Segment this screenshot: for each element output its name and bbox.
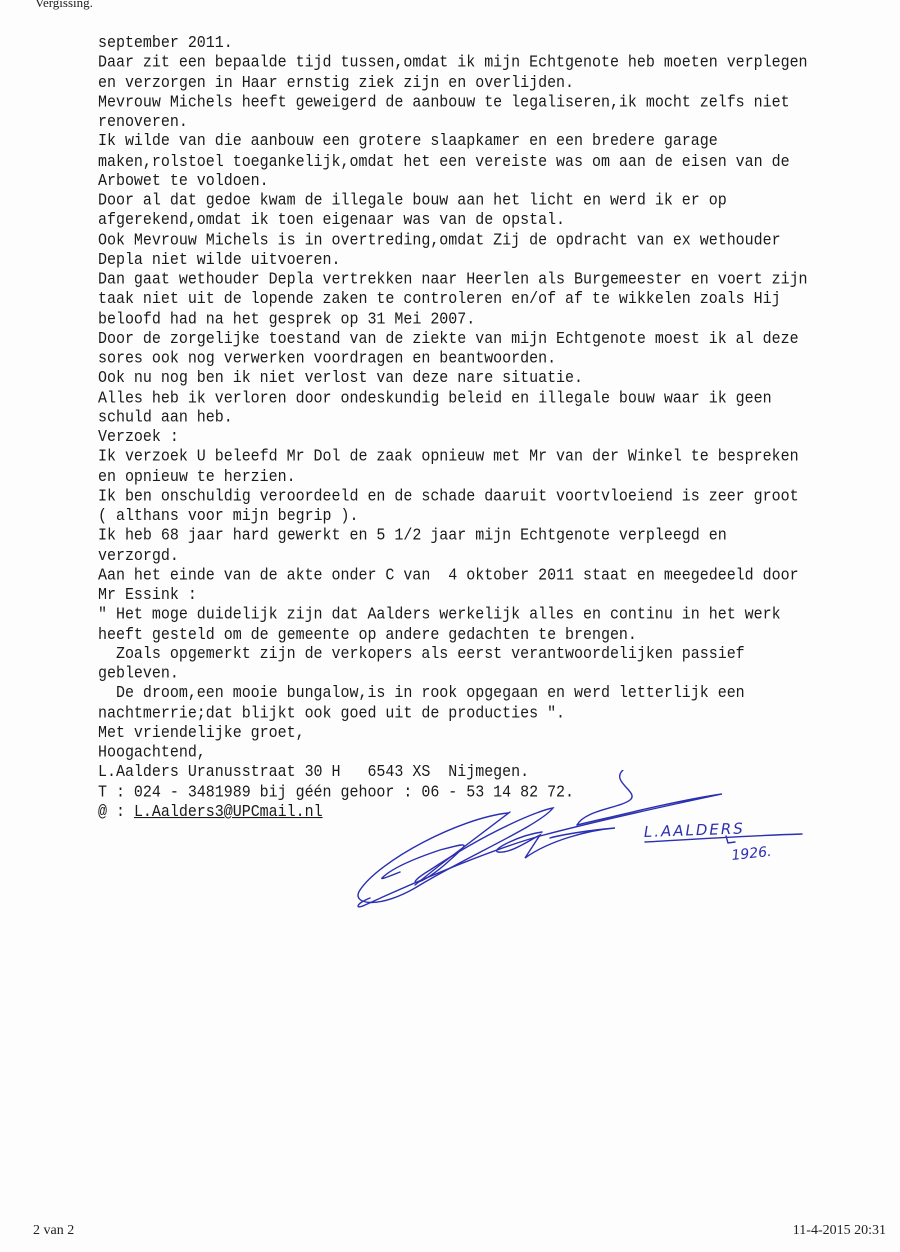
letter-lines [98, 34, 878, 803]
handwritten-signature [340, 770, 820, 940]
signature-year: 1926. [730, 843, 773, 864]
print-timestamp: 11-4-2015 20:31 [792, 1223, 886, 1238]
letter-line: Mevrouw Michels heeft geweigerd de aanbouw te legaliseren,ik mocht zelfs niet [98, 93, 790, 112]
letter-line: Aan het einde van de akte onder C van 4 oktober 2011 staat en meegedeeld door [98, 566, 799, 585]
letter-body [98, 34, 878, 822]
letter-line: Door al dat gedoe kwam de illegale bouw aan het licht en werd ik er op [98, 191, 727, 211]
letter-line: Ik heb 68 jaar hard gewerkt en 5 1/2 jaar mijn Echtgenote verpleegd en [98, 526, 727, 546]
letter-line: sores ook nog verwerken voordragen en beantwoorden. [98, 349, 557, 368]
email-link[interactable]: L.Aalders3@UPCmail.nl [133, 802, 323, 822]
letter-line: Hoogachtend, [98, 743, 206, 762]
letter-line: maken,rolstoel toegankelijk,omdat het een vereiste was om aan de eisen van de [98, 152, 790, 171]
letter-line: gebleven. [98, 664, 179, 684]
letter-line: Daar zit een bepaalde tijd tussen,omdat ik mijn Echtgenote heb moeten verplegen [98, 53, 808, 73]
letter-line: Ik verzoek U beleefd Mr Dol de zaak opnieuw met Mr van der Winkel te bespreken [98, 447, 799, 467]
letter-line: T : 024 - 3481989 bij géén gehoor : 06 - 53 14 82 72. [98, 782, 575, 802]
letter-line: Zoals opgemerkt zijn de verkopers als eerst verantwoordelijken passief [98, 645, 745, 664]
letter-line: schuld aan heb. [98, 408, 233, 427]
signature-name: L.AALDERS [643, 819, 746, 841]
letter-line: Dan gaat wethouder Depla vertrekken naar Heerlen als Burgemeester en voert zijn [98, 270, 808, 289]
letter-line: Arbowet te voldoen. [98, 171, 269, 191]
letter-line: september 2011. [98, 34, 233, 53]
letter-line: De droom,een mooie bungalow,is in rook opgegaan en werd letterlijk een [98, 684, 745, 703]
letter-line: Verzoek : [98, 428, 179, 447]
letter-line: nachtmerrie;dat blijkt ook goed uit de producties ". [98, 704, 566, 723]
letter-line: Ook nu nog ben ik niet verlost van deze nare situatie. [98, 369, 583, 388]
letter-line: ( althans voor mijn begrip ). [98, 507, 359, 526]
letter-line: en opnieuw te herzien. [98, 467, 296, 486]
letter-line: Ook Mevrouw Michels is in overtreding,omdat Zij de opdracht van ex wethouder [98, 231, 781, 250]
letter-line: " Het moge duidelijk zijn dat Aalders werkelijk alles en continu in het werk [98, 605, 781, 624]
letter-line: beloofd had na het gesprek op 31 Mei 2007. [98, 309, 476, 329]
letter-line: Ik wilde van die aanbouw een grotere slaapkamer en een bredere garage [98, 132, 718, 151]
letter-line: Met vriendelijke groet, [98, 723, 305, 743]
letter-line: Depla niet wilde uitvoeren. [98, 250, 341, 270]
letter-line: en verzorgen in Haar ernstig ziek zijn en overlijden. [98, 73, 575, 92]
letter-line: Mr Essink : [98, 585, 197, 605]
letter-line: Ik ben onschuldig veroordeeld en de schade daaruit voortvloeiend is zeer groot [98, 487, 799, 506]
letter-line: Alles heb ik verloren door ondeskundig beleid en illegale bouw waar ik geen [98, 388, 772, 408]
letter-line: verzorgd. [98, 546, 179, 565]
letter-line: renoveren. [98, 112, 188, 132]
header-title: Vergissing. [35, 0, 93, 10]
page-number: 2 van 2 [33, 1223, 75, 1238]
letter-line: L.Aalders Uranusstraat 30 H 6543 XS Nijmegen. [98, 763, 530, 782]
letter-line: heeft gesteld om de gemeente op andere gedachten te brengen. [98, 625, 637, 644]
letter-line: Door de zorgelijke toestand van de ziekte van mijn Echtgenote moest ik al deze [98, 329, 799, 349]
letter-line: afgerekend,omdat ik toen eigenaar was van de opstal. [98, 211, 566, 230]
email-prefix: @ : [98, 802, 134, 822]
letter-line: taak niet uit de lopende zaken te controleren en/of af te wikkelen zoals Hij [98, 290, 781, 309]
